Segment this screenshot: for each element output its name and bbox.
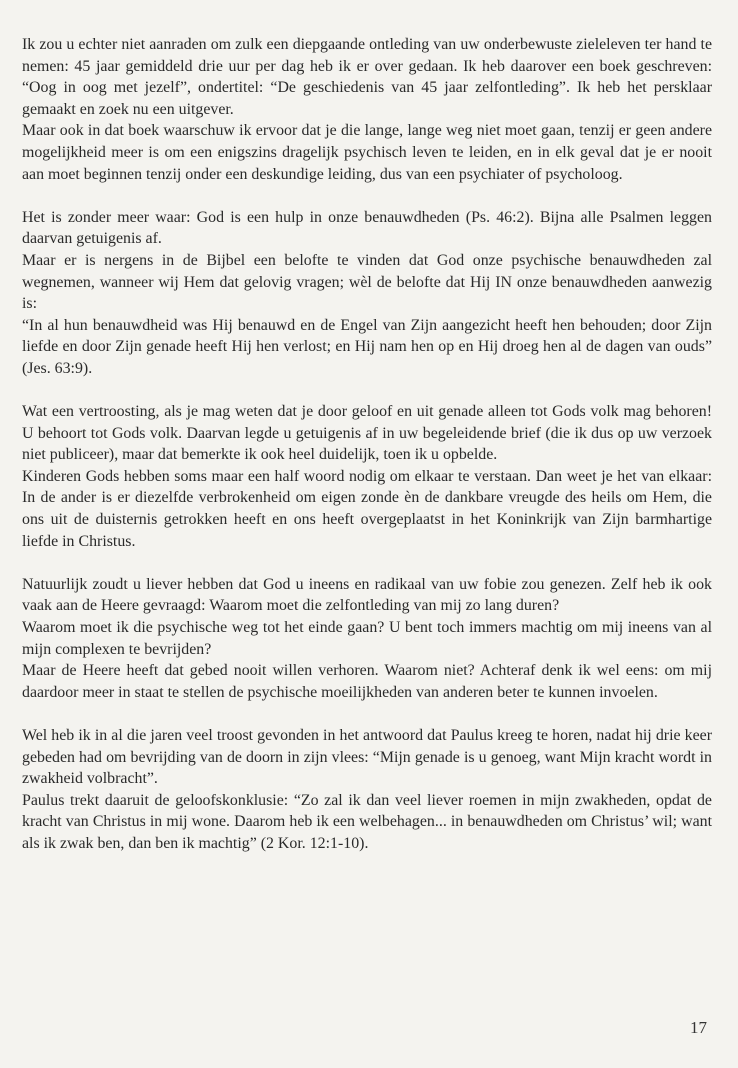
paragraph-gap <box>22 185 712 207</box>
paragraph: Maar ook in dat boek waarschuw ik ervoor dat je die lange, lange weg niet moet gaan, tenzij er geen andere mogelijkheid meer is om een enigszins dragelijk psychisch leven te leiden, en in elk geval dat je er nooit aan moet beginnen tenzij onder een deskundige leiding, dus van een psychiater of psycholoog. <box>22 122 712 183</box>
paragraph-gap <box>22 552 712 574</box>
paragraph: Ik zou u echter niet aanraden om zulk een diepgaande ontleding van uw onderbewuste zieleleven ter hand te nemen: 45 jaar gemiddeld drie uur per dag heb ik er over gedaan. Ik heb daarover een boek geschreven: “Oog in oog met jezelf”, ondertitel: “De geschiedenis van 45 jaar zelfontleding”. Ik heb het persklaar gemaakt en zoek nu een uitgever. <box>22 36 712 118</box>
paragraph: Paulus trekt daaruit de geloofskonklusie: “Zo zal ik dan veel liever roemen in mijn zwakheden, opdat de kracht van Christus in mij wone. Daarom heb ik een welbehagen... in benauwdheden om Christus’ wil; want als ik zwak ben, dan ben ik machtig” (2 Kor. 12:1-10). <box>22 791 712 852</box>
paragraph: Wat een vertroosting, als je mag weten dat je door geloof en uit genade alleen tot Gods volk mag behoren! U behoort tot Gods volk. Daarvan legde u getuigenis af in uw begeleidende brief (die ik dus op uw verzoek niet publiceer), maar dat bemerkte ik ook heel duidelijk, toen ik u opbelde. <box>22 403 712 464</box>
paragraph: Natuurlijk zoudt u liever hebben dat God u ineens en radikaal van uw fobie zou genezen. Zelf heb ik ook vaak aan de Heere gevraagd: Waarom moet die zelfontleding van mij zo lang duren? <box>22 575 712 615</box>
page-number: 17 <box>690 1018 707 1037</box>
paragraph: Maar de Heere heeft dat gebed nooit willen verhoren. Waarom niet? Achteraf denk ik wel eens: om mij daardoor meer in staat te stellen de psychische moeilijkheden van anderen beter te kunnen invoelen. <box>22 662 712 701</box>
body-text <box>22 34 712 855</box>
paragraph: Waarom moet ik die psychische weg tot het einde gaan? U bent toch immers machtig om mij ineens van al mijn complexen te bevrijden? <box>22 619 712 658</box>
paragraph-gap <box>22 380 712 402</box>
paragraph-gap <box>22 703 712 725</box>
paragraph: Wel heb ik in al die jaren veel troost gevonden in het antwoord dat Paulus kreeg te horen, nadat hij drie keer gebeden had om bevrijding van de doorn in zijn vlees: “Mijn genade is u genoeg, want Mijn kracht wordt in zwakheid volbracht”. <box>22 727 712 788</box>
paragraph: Maar er is nergens in de Bijbel een belofte te vinden dat God onze psychische benauwdheden zal wegnemen, wanneer wij Hem dat gelovig vragen; wèl de belofte dat Hij IN onze benauwdheden aanwezig is: <box>22 251 712 313</box>
quotation-paragraph: “In al hun benauwdheid was Hij benauwd en de Engel van Zijn aangezicht heeft hen behouden; door Zijn liefde en door Zijn genade heeft Hij hen verlost; en Hij nam hen op en Hij droeg hen al de dagen van ouds” (Jes. 63:9). <box>22 316 712 377</box>
paragraph: Het is zonder meer waar: God is een hulp in onze benauwdheden (Ps. 46:2). Bijna alle Psalmen leggen daarvan getuigenis af. <box>22 208 712 248</box>
paragraph: Kinderen Gods hebben soms maar een half woord nodig om elkaar te verstaan. Dan weet je het van elkaar: In de ander is er diezelfde verbrokenheid om eigen zonde èn de dankbare vreugde des heils om Hem, die ons uit de duisternis getrokken heeft en ons heeft overgeplaatst in het Koninkrijk van Zijn barmhartige liefde in Christus. <box>22 467 712 550</box>
